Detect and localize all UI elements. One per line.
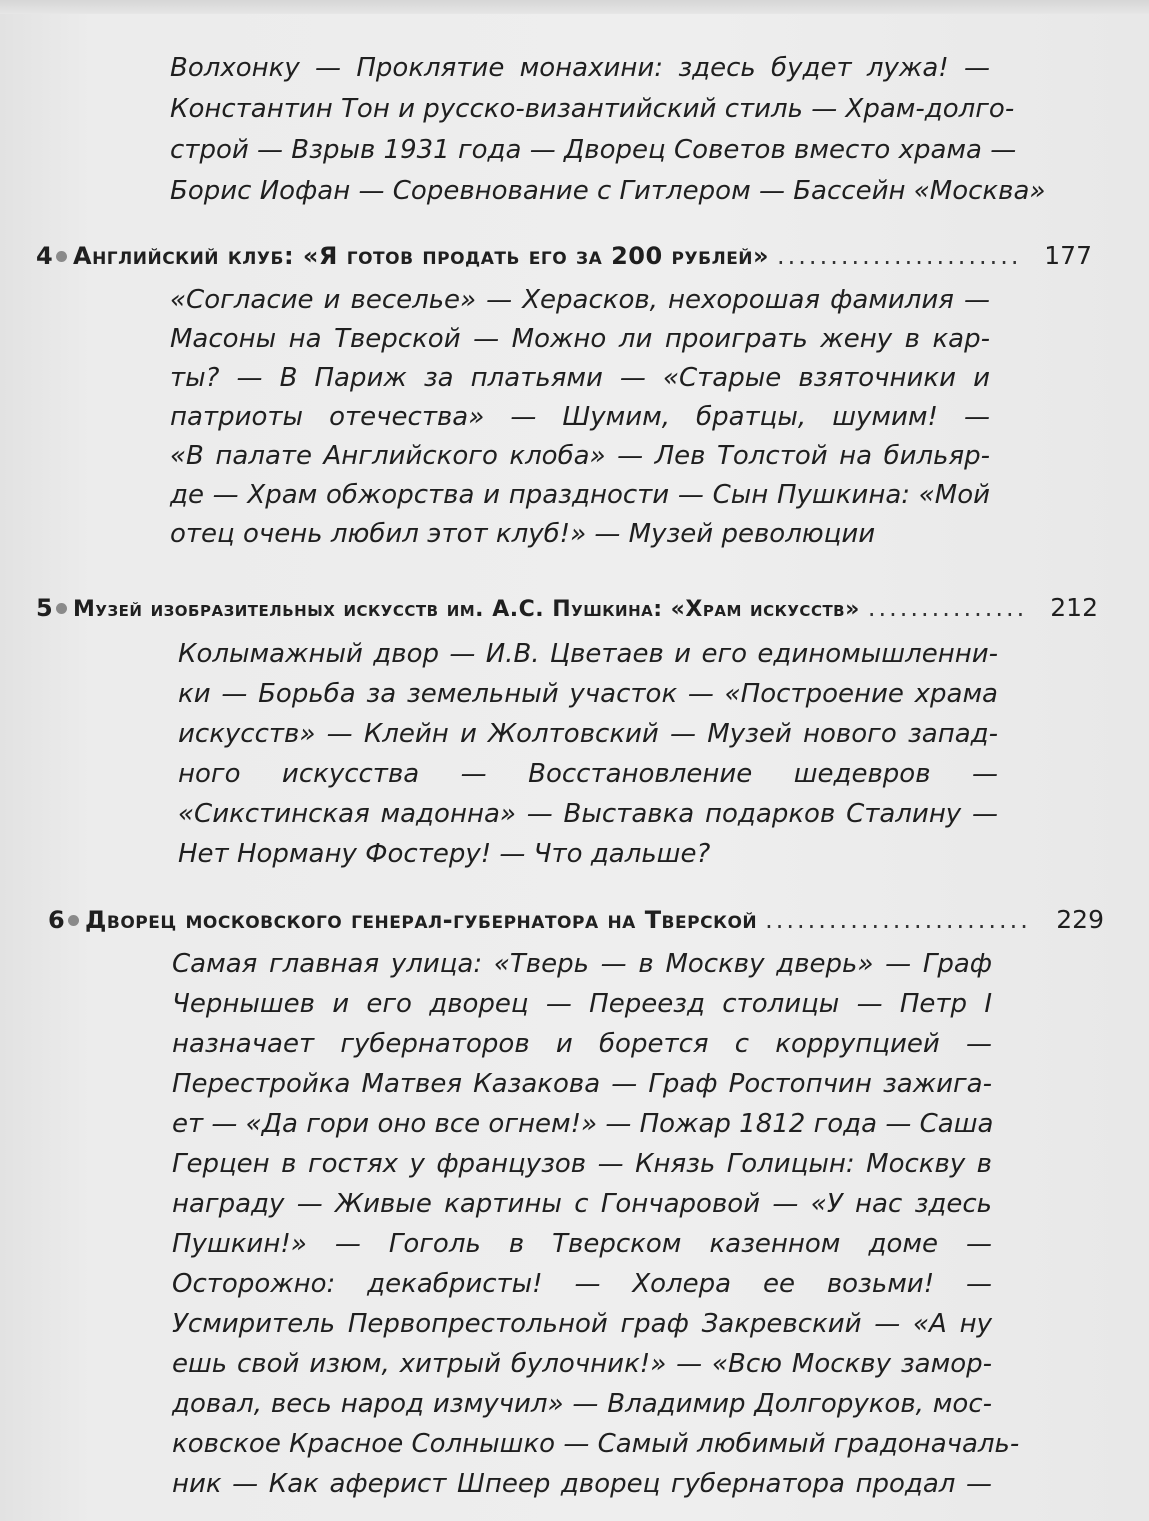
summary-line: Борис Иофан — Соревнование с Гитлером — Бассейн «Москва»	[170, 176, 1046, 206]
dot-leader: .........................	[765, 906, 1031, 934]
summary-line: ки — Борьба за земельный участок — «Построение храма	[178, 679, 998, 709]
summary-line: Нет Норману Фостеру! — Что дальше?	[178, 839, 711, 869]
chapter-page-number: 177	[1044, 241, 1092, 270]
summary-line: «Согласие и веселье» — Херасков, нехорошая фамилия —	[170, 285, 990, 315]
bullet-icon	[56, 603, 67, 614]
summary-line: довал, весь народ измучил» — Владимир Долгоруков, мос-	[172, 1389, 992, 1419]
chapter-title: Дворец московского генерал-губернатора на Тверской	[85, 906, 758, 934]
summary-line: Герцен в гостях у французов — Князь Голицын: Москву в	[172, 1149, 992, 1179]
chapter-heading-5	[36, 590, 1098, 626]
summary-line: назначает губернаторов и борется с коррупцией —	[172, 1029, 992, 1059]
page-top-edge	[0, 0, 1149, 14]
summary-line: Перестройка Матвея Казакова — Граф Ростопчин зажига-	[172, 1069, 992, 1099]
summary-line: Волхонку — Проклятие монахини: здесь будет лужа! —	[170, 53, 990, 83]
chapter-heading-4	[36, 238, 1092, 274]
summary-line: награду — Живые картины с Гончаровой — «У нас здесь	[172, 1189, 992, 1219]
summary-line: Константин Тон и русско-византийский стиль — Храм-долго-	[170, 94, 1015, 124]
summary-line: Самая главная улица: «Тверь — в Москву дверь» — Граф	[172, 949, 992, 979]
chapter-page-number: 229	[1056, 905, 1104, 934]
summary-line: Чернышев и его дворец — Переезд столицы — Петр I	[172, 989, 992, 1019]
summary-line: отец очень любил этот клуб!» — Музей революции	[170, 519, 876, 549]
chapter-number: 4	[36, 242, 53, 270]
summary-line: ник — Как аферист Шпеер дворец губернатора продал —	[172, 1469, 992, 1499]
summary-line: Колымажный двор — И.В. Цветаев и его единомышленни-	[178, 639, 998, 669]
summary-line: ковское Красное Солнышко — Самый любимый градоначаль-	[172, 1429, 1020, 1459]
summary-line: ет — «Да гори оно все огнем!» — Пожар 1812 года — Саша	[172, 1109, 994, 1139]
dot-leader: .......................	[777, 242, 1022, 270]
summary-line: ешь свой изюм, хитрый булочник!» — «Всю Москву замор-	[172, 1349, 992, 1379]
summary-line: искусств» — Клейн и Жолтовский — Музей нового запад-	[178, 719, 998, 749]
summary-line: Пушкин!» — Гоголь в Тверском казенном доме —	[172, 1229, 992, 1259]
summary-line: «Сикстинская мадонна» — Выставка подарков Сталину —	[178, 799, 998, 829]
chapter-number: 6	[48, 906, 65, 934]
dot-leader: ...............	[867, 594, 1028, 622]
summary-line: ты? — В Париж за платьями — «Старые взяточники и	[170, 363, 990, 393]
chapter-number: 5	[36, 594, 53, 622]
summary-line: ного искусства — Восстановление шедевров —	[178, 759, 998, 789]
summary-line: де — Храм обжорства и праздности — Сын Пушкина: «Мой	[170, 480, 990, 510]
summary-line: патриоты отечества» — Шумим, братцы, шумим! —	[170, 402, 990, 432]
summary-line: Усмиритель Первопрестольной граф Закревский — «А ну	[172, 1309, 992, 1339]
summary-line: Осторожно: декабристы! — Холера ее возьми! —	[172, 1269, 992, 1299]
summary-line: Масоны на Тверской — Можно ли проиграть жену в кар-	[170, 324, 990, 354]
bullet-icon	[68, 915, 79, 926]
chapter-heading-6	[48, 902, 1104, 938]
chapter-title: Музей изобразительных искусств им. А.С. Пушкина: «Храм искусств»	[73, 597, 860, 622]
bullet-icon	[56, 251, 67, 262]
summary-line: «В палате Английского клоба» — Лев Толстой на бильяр-	[170, 441, 990, 471]
summary-line: строй — Взрыв 1931 года — Дворец Советов вместо храма —	[170, 135, 1017, 165]
chapter-page-number: 212	[1050, 593, 1098, 622]
chapter-title: Английский клуб: «Я готов продать его за 200 рублей»	[73, 242, 770, 270]
